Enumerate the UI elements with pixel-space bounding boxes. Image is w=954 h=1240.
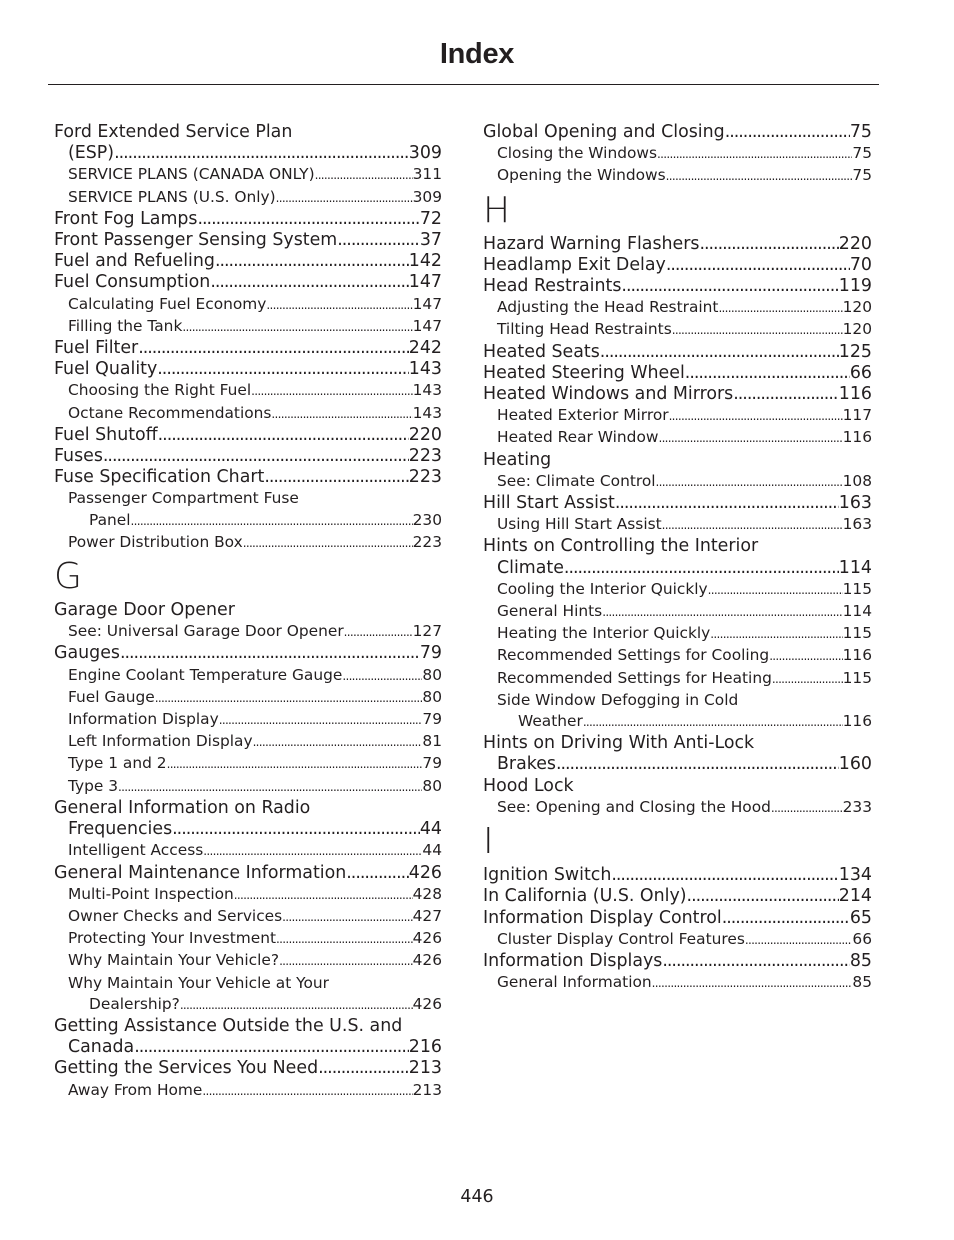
index-subentry[interactable] [54,709,442,731]
index-entry[interactable] [483,234,872,255]
entry-label: Recommended Settings for Cooling [497,646,770,665]
entry-label: General Information [497,973,652,992]
dot-leader [210,272,408,293]
index-subentry[interactable] [483,797,872,819]
dot-leader [243,533,413,554]
dot-leader [699,234,838,255]
index-subentry[interactable] [54,950,442,972]
dot-leader [685,363,850,384]
index-subentry[interactable] [483,405,872,427]
entry-page-number: 143 [412,403,442,422]
dot-leader [564,558,839,579]
index-heading: Hints on Controlling the Interior [483,536,759,557]
index-entry[interactable] [483,754,872,775]
index-entry[interactable] [483,865,872,886]
index-column-left [54,122,442,1102]
index-entry[interactable] [483,276,872,297]
dot-leader [772,669,843,690]
entry-page-number: 114 [842,602,872,621]
index-subentry[interactable] [54,510,442,532]
dot-leader [656,472,843,493]
entry-label: Frequencies [68,819,173,840]
index-entry[interactable] [54,209,442,230]
index-subentry[interactable] [54,1080,442,1102]
index-entry[interactable] [483,886,872,907]
entry-page-number: 120 [842,320,872,339]
dot-leader [215,251,409,272]
entry-page-number: 213 [412,1080,442,1099]
index-subentry[interactable] [483,929,872,951]
entry-label: See: Climate Control [497,471,656,490]
dot-leader [602,602,842,623]
index-subentry[interactable] [54,532,442,554]
entry-page-number: 66 [849,362,872,383]
index-entry[interactable] [54,359,442,380]
index-entry[interactable] [483,558,872,579]
dot-leader [182,317,412,338]
index-entry[interactable] [54,425,442,446]
index-entry[interactable] [483,342,872,363]
index-subentry[interactable] [54,665,442,687]
entry-page-number: 116 [842,428,872,447]
index-subentry[interactable] [483,165,872,187]
index-subentry[interactable] [54,994,442,1016]
entry-label: Closing the Windows [497,144,658,163]
entry-page-number: 160 [838,754,872,775]
dot-leader [611,865,838,886]
entry-page-number: 426 [412,951,442,970]
index-heading: Hints on Driving With Anti-Lock [483,733,755,754]
entry-label: (ESP) [68,143,115,164]
dot-leader [264,467,408,488]
dot-leader [155,688,423,709]
index-subentry[interactable] [483,427,872,449]
entry-label: Fuel and Refueling [54,251,215,272]
dot-leader [202,1081,412,1102]
dot-leader [167,754,423,775]
index-subentry[interactable] [483,297,872,319]
entry-label: General Maintenance Information [54,862,347,883]
entry-page-number: 108 [842,471,872,490]
entry-label: Type 3 [68,776,119,795]
dot-leader [745,930,853,951]
entry-page-number: 216 [408,1037,442,1058]
entry-page-number: 163 [842,515,872,534]
entry-page-number: 125 [838,341,872,362]
entry-page-number: 70 [849,254,872,275]
dot-leader [733,384,839,405]
entry-page-number: 233 [842,797,872,816]
entry-label: Heated Exterior Mirror [497,406,669,425]
index-entry[interactable] [54,1058,442,1079]
index-entry[interactable] [54,272,442,293]
dot-leader [103,446,409,467]
index-subentry[interactable] [483,514,872,536]
index-entry[interactable] [54,230,442,251]
section-letter-g: G [54,556,82,598]
dot-leader [279,951,413,972]
entry-label: Heated Seats [483,341,600,362]
dot-leader [253,732,423,753]
entry-page-number: 134 [838,865,872,886]
dot-leader [158,425,409,446]
dot-leader [251,381,412,402]
entry-label: Fuse Specification Chart [54,467,265,488]
entry-page-number: 75 [852,166,872,185]
dot-leader [337,230,420,251]
index-subentry[interactable] [54,928,442,950]
index-entry[interactable] [54,467,442,488]
index-subentry[interactable] [54,380,442,402]
dot-leader [234,885,413,906]
dot-leader [666,166,853,187]
index-subheading: Why Maintain Your Vehicle at Your [68,973,329,992]
index-entry[interactable] [54,143,442,164]
entry-label: Fuses [54,446,103,467]
entry-page-number: 147 [408,272,442,293]
entry-page-number: 79 [419,643,442,664]
entry-page-number: 66 [852,929,872,948]
entry-page-number: 220 [408,424,442,445]
dot-leader [276,929,413,950]
index-entry[interactable] [54,819,442,840]
entry-label: Dealership? [89,994,180,1013]
index-subentry[interactable] [54,687,442,709]
entry-label: Hill Start Assist [483,493,615,514]
dot-leader [710,624,842,645]
dot-leader [658,428,842,449]
entry-label: Information Display [68,710,219,729]
dot-leader [346,863,409,884]
entry-label: Heating the Interior Quickly [497,624,711,643]
dot-leader [120,643,420,664]
index-subentry[interactable] [54,753,442,775]
entry-page-number: 143 [408,359,442,380]
index-entry[interactable] [54,1037,442,1058]
entry-label: Fuel Gauge [68,687,155,706]
dot-leader [771,798,843,819]
entry-label: Brakes [497,754,556,775]
dot-leader [621,276,838,297]
dot-leader [615,493,839,514]
index-heading: Getting Assistance Outside the U.S. and [54,1015,403,1036]
index-subentry[interactable] [54,187,442,209]
entry-label: See: Opening and Closing the Hood [497,797,771,816]
entry-label: Intelligent Access [68,841,204,860]
dot-leader [219,710,423,731]
entry-label: Fuel Shutoff [54,424,158,445]
index-heading: Hood Lock [483,775,574,796]
entry-label: Type 1 and 2 [68,754,167,773]
index-subentry[interactable] [483,143,872,165]
page-number: 446 [460,1187,494,1207]
dot-leader [266,295,412,316]
section-letter-i: I [483,821,494,863]
entry-page-number: 116 [842,712,872,731]
dot-leader [583,712,843,733]
entry-label: Cooling the Interior Quickly [497,579,708,598]
index-entry[interactable] [483,255,872,276]
index-subentry[interactable] [54,164,442,186]
index-entry[interactable] [483,908,872,929]
dot-leader [669,406,843,427]
entry-label: Head Restraints [483,276,622,297]
dot-leader [344,622,413,643]
index-subentry[interactable] [54,294,442,316]
entry-page-number: 80 [422,665,442,684]
entry-page-number: 214 [838,886,872,907]
entry-page-number: 119 [838,276,872,297]
dot-leader [198,209,420,230]
index-entry[interactable] [483,384,872,405]
entry-page-number: 426 [412,929,442,948]
entry-page-number: 72 [419,208,442,229]
entry-page-number: 127 [412,622,442,641]
entry-page-number: 428 [412,884,442,903]
dot-leader [687,886,839,907]
index-heading: General Information on Radio [54,797,311,818]
dot-leader [708,580,843,601]
index-heading: Ford Extended Service Plan [54,122,293,142]
dot-leader [600,342,839,363]
dot-leader [180,995,413,1016]
entry-label: Opening the Windows [497,166,666,185]
index-subheading: Side Window Defogging in Cold [497,690,739,709]
index-subentry[interactable] [54,316,442,338]
entry-label: Panel [89,510,131,529]
entry-page-number: 309 [412,187,442,206]
dot-leader [203,841,422,862]
entry-page-number: 85 [849,950,872,971]
entry-label: Information Display Control [483,907,722,928]
dot-leader [282,907,412,928]
index-subentry[interactable] [483,601,872,623]
entry-label: Gauges [54,643,120,664]
entry-label: Heated Steering Wheel [483,362,685,383]
entry-page-number: 427 [412,906,442,925]
index-heading: Heating [483,449,552,470]
entry-label: Multi-Point Inspection [68,884,234,903]
entry-label: Weather [518,712,583,731]
entry-label: Ignition Switch [483,865,612,886]
entry-page-number: 120 [842,298,872,317]
entry-page-number: 115 [842,624,872,643]
entry-page-number: 81 [422,732,442,751]
entry-page-number: 223 [408,467,442,488]
entry-label: Headlamp Exit Delay [483,254,666,275]
entry-label: Left Information Display [68,732,253,751]
entry-page-number: 309 [408,143,442,164]
index-entry[interactable] [483,493,872,514]
entry-page-number: 142 [408,251,442,272]
entry-page-number: 230 [412,510,442,529]
index-entry[interactable] [54,643,442,664]
index-subentry[interactable] [54,884,442,906]
index-subentry[interactable] [483,668,872,690]
entry-label: Climate [497,557,564,578]
entry-label: Canada [68,1037,135,1058]
entry-page-number: 37 [419,230,442,251]
entry-page-number: 223 [408,446,442,467]
index-entry[interactable] [483,363,872,384]
entry-page-number: 116 [842,646,872,665]
entry-label: Using Hill Start Assist [497,515,662,534]
entry-label: Fuel Filter [54,338,139,359]
dot-leader [318,1058,409,1079]
dot-leader [666,255,850,276]
dot-leader [556,754,839,775]
entry-label: Information Displays [483,950,663,971]
entry-label: In California (U.S. Only) [483,886,687,907]
index-subentry[interactable] [483,471,872,493]
entry-label: Fuel Consumption [54,272,211,293]
entry-label: Getting the Services You Need [54,1058,319,1079]
entry-page-number: 147 [412,316,442,335]
dot-leader [722,908,850,929]
entry-page-number: 114 [838,557,872,578]
entry-page-number: 75 [849,122,872,142]
entry-label: Heated Windows and Mirrors [483,384,734,405]
entry-label: Front Passenger Sensing System [54,230,338,251]
entry-label: Power Distribution Box [68,532,243,551]
title-divider [48,84,879,85]
dot-leader [657,144,852,165]
entry-label: SERVICE PLANS (U.S. Only) [68,187,276,206]
entry-page-number: 147 [412,294,442,313]
dot-leader [271,404,412,425]
entry-page-number: 79 [422,754,442,773]
index-subentry[interactable] [54,731,442,753]
dot-leader [118,777,422,798]
entry-label: Recommended Settings for Heating [497,668,772,687]
index-subentry[interactable] [483,319,872,341]
entry-label: Tilting Head Restraints [497,320,672,339]
index-subentry[interactable] [54,906,442,928]
entry-page-number: 143 [412,381,442,400]
dot-leader [114,143,409,164]
page-title: Index [439,38,515,70]
entry-page-number: 311 [412,165,442,184]
dot-leader [131,511,413,532]
entry-page-number: 115 [842,668,872,687]
entry-page-number: 426 [412,994,442,1013]
entry-label: SERVICE PLANS (CANADA ONLY) [68,165,315,184]
entry-label: Front Fog Lamps [54,208,198,229]
entry-label: Adjusting the Head Restraint [497,298,719,317]
dot-leader [172,819,420,840]
dot-leader [652,973,853,994]
index-subentry[interactable] [483,623,872,645]
index-subentry[interactable] [483,645,872,667]
index-subheading: Passenger Compartment Fuse [68,489,299,508]
entry-label: General Hints [497,602,603,621]
entry-label: Engine Coolant Temperature Gauge [68,665,343,684]
entry-page-number: 85 [852,973,872,992]
dot-leader [725,122,850,143]
entry-label: Protecting Your Investment [68,929,277,948]
entry-page-number: 44 [422,841,442,860]
entry-page-number: 223 [412,532,442,551]
index-column-right [483,122,872,994]
entry-page-number: 426 [408,862,442,883]
dot-leader [157,359,409,380]
entry-label: Fuel Quality [54,359,158,380]
dot-leader [276,188,413,209]
index-entry[interactable] [54,251,442,272]
index-entry[interactable] [54,863,442,884]
entry-label: Owner Checks and Services [68,906,283,925]
dot-leader [718,298,842,319]
entry-page-number: 80 [422,687,442,706]
entry-page-number: 163 [838,493,872,514]
entry-page-number: 80 [422,776,442,795]
entry-page-number: 116 [838,384,872,405]
entry-label: Global Opening and Closing [483,122,725,142]
entry-page-number: 213 [408,1058,442,1079]
dot-leader [662,951,850,972]
index-subentry[interactable] [54,776,442,798]
entry-page-number: 79 [422,710,442,729]
entry-label: Filling the Tank [68,316,183,335]
index-subentry[interactable] [483,972,872,994]
entry-label: Cluster Display Control Features [497,929,745,948]
section-letter-h: H [483,189,511,231]
entry-page-number: 65 [849,907,872,928]
dot-leader [134,1037,409,1058]
entry-page-number: 242 [408,338,442,359]
index-entry[interactable] [483,951,872,972]
index-subentry[interactable] [54,403,442,425]
index-subentry[interactable] [483,579,872,601]
dot-leader [315,165,413,186]
index-subentry[interactable] [483,711,872,733]
dot-leader [342,666,422,687]
entry-label: See: Universal Garage Door Opener [68,622,344,641]
entry-page-number: 220 [838,233,872,254]
entry-label: Why Maintain Your Vehicle? [68,951,280,970]
index-heading: Garage Door Opener [54,600,235,621]
entry-label: Away From Home [68,1080,203,1099]
entry-page-number: 115 [842,579,872,598]
index-entry[interactable] [54,446,442,467]
entry-label: Octane Recommendations [68,403,272,422]
dot-leader [138,338,409,359]
index-subentry[interactable] [54,621,442,643]
entry-label: Calculating Fuel Economy [68,294,267,313]
dot-leader [769,646,842,667]
dot-leader [662,515,843,536]
entry-label: Heated Rear Window [497,428,659,447]
entry-page-number: 44 [419,819,442,840]
entry-label: Hazard Warning Flashers [483,233,700,254]
entry-page-number: 117 [842,406,872,425]
dot-leader [672,320,843,341]
index-entry[interactable] [54,338,442,359]
entry-label: Choosing the Right Fuel [68,381,252,400]
index-subentry[interactable] [54,840,442,862]
entry-page-number: 75 [852,144,872,163]
index-entry[interactable] [483,122,872,143]
